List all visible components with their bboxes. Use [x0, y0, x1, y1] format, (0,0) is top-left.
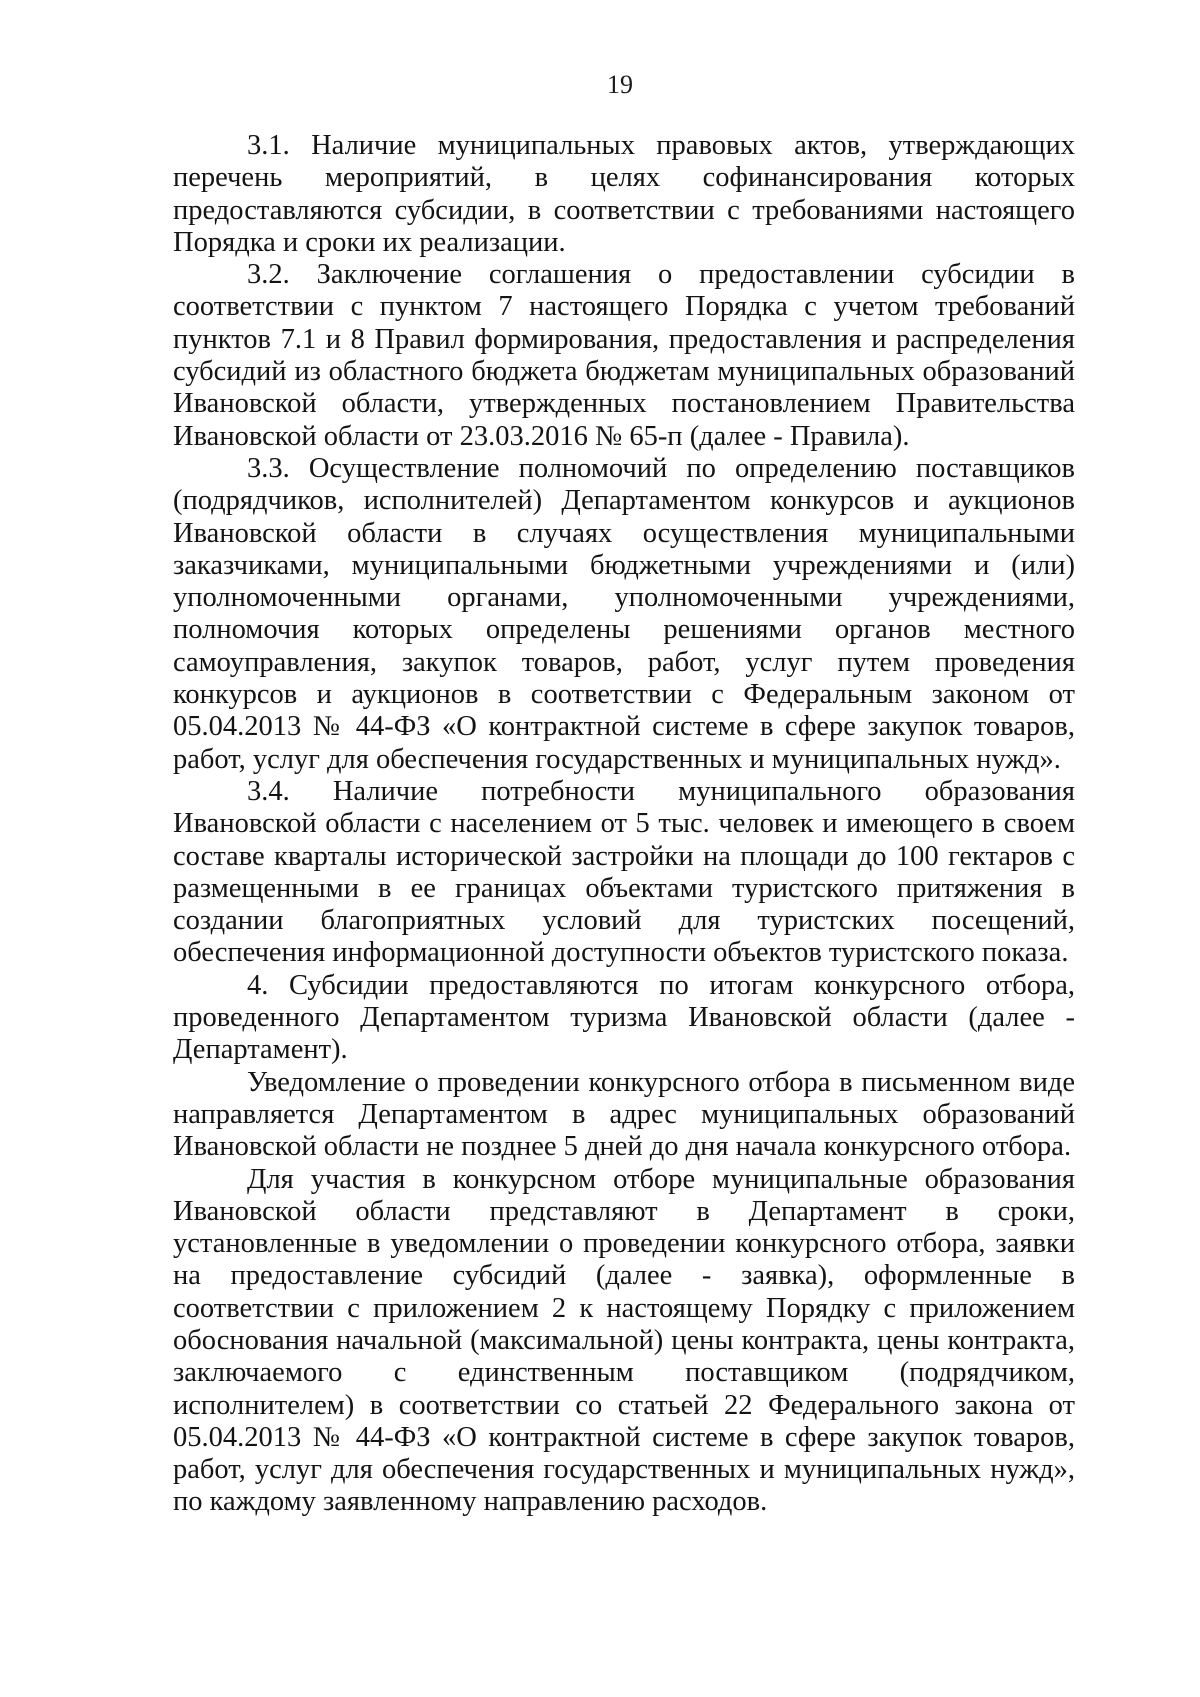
paragraph-participation: Для участия в конкурсном отборе муниципальные образования Ивановской области представляют в Департамент в сроки, установленные в уведомлении о проведении конкурсного отбора, заявки на предоставление субсидий (далее - заявка), оформленные в соответствии с приложением 2 к настоящему Порядку с приложением обоснования начальной (максимальной) цены контракта, цены контракта, заключаемого с единственным поставщиком (подрядчиком, исполнителем) в соответствии со статьей 22 Федерального закона от 05.04.2013 № 44-ФЗ «О контрактной системе в сфере закупок товаров, работ, услуг для обеспечения государственных и муниципальных нужд», по каждому заявленному направлению расходов.	[173, 1163, 1075, 1518]
page-number: 19	[607, 70, 633, 99]
paragraph-notification: Уведомление о проведении конкурсного отбора в письменном виде направляется Департаментом в адрес муниципальных образований Ивановской области не позднее 5 дней до дня начала конкурсного отбора.	[173, 1066, 1075, 1163]
paragraph-3-2: 3.2. Заключение соглашения о предоставлении субсидии в соответствии с пунктом 7 настоящего Порядка с учетом требований пунктов 7.1 и 8 Правил формирования, предоставления и распределения субсидий из областного бюджета бюджетам муниципальных образований Ивановской области, утвержденных постановлением Правительства Ивановской области от 23.03.2016 № 65-п (далее - Правила).	[173, 259, 1075, 452]
paragraph-4: 4. Субсидии предоставляются по итогам конкурсного отбора, проведенного Департаментом туризма Ивановской области (далее - Департамент).	[173, 969, 1075, 1066]
paragraph-3-4: 3.4. Наличие потребности муниципального образования Ивановской области с населением от 5 тыс. человек и имеющего в своем составе кварталы исторической застройки на площади до 100 гектаров с размещенными в ее границах объектами туристского притяжения в создании благоприятных условий для туристских посещений, обеспечения информационной доступности объектов туристского показа.	[173, 775, 1075, 969]
paragraph-3-3: 3.3. Осуществление полномочий по определению поставщиков (подрядчиков, исполнителей) Департаментом конкурсов и аукционов Ивановской области в случаях осуществления муниципальными заказчиками, муниципальными бюджетными учреждениями и (или) уполномоченными органами, уполномоченными учреждениями, полномочия которых определены решениями органов местного самоуправления, закупок товаров, работ, услуг путем проведения конкурсов и аукционов в соответствии с Федеральным законом от 05.04.2013 № 44-ФЗ «О контрактной системе в сфере закупок товаров, работ, услуг для обеспечения государственных и муниципальных нужд».	[173, 452, 1075, 775]
document-body	[173, 130, 1075, 1519]
paragraph-3-1: 3.1. Наличие муниципальных правовых актов, утверждающих перечень мероприятий, в целях софинансирования которых предоставляются субсидии, в соответствии с требованиями настоящего Порядка и сроки их реализации.	[173, 130, 1075, 258]
